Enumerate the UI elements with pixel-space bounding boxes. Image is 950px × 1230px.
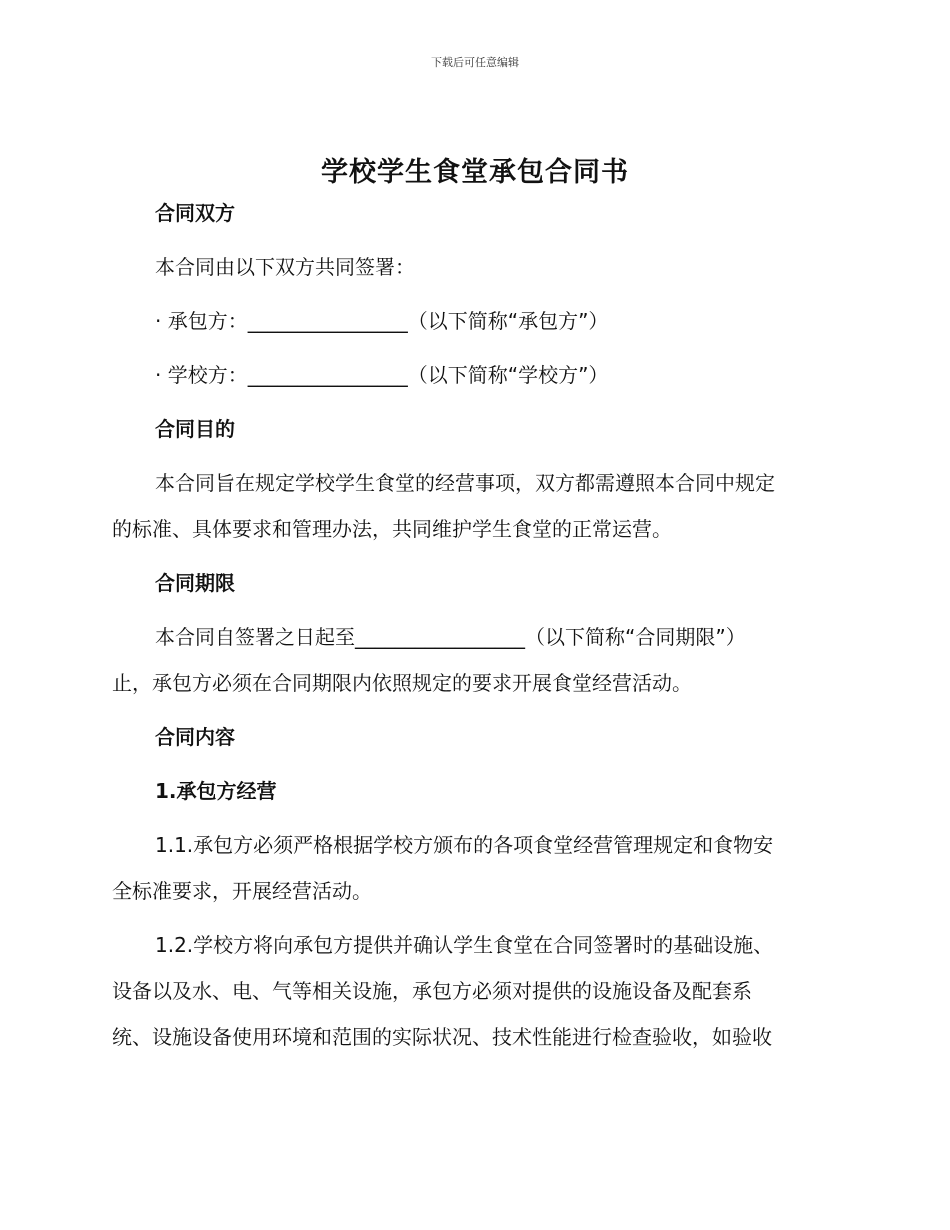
clause-1-2-line-1: 1.2.学校方将向承包方提供并确认学生食堂在合同签署时的基础设施、 [155,933,774,957]
section-heading-purpose: 合同目的 [155,417,235,441]
subsection-heading-operation: 1.承包方经营 [155,779,277,803]
clause-1-2-line-2: 设备以及水、电、气等相关设施，承包方必须对提供的设施设备及配套系 [112,979,752,1003]
paragraph-purpose-line-1: 本合同旨在规定学校学生食堂的经营事项，双方都需遵照本合同中规定 [155,471,775,495]
paragraph-term-line-1: 本合同自签署之日起至_________________（以下简称“合同期限”） [155,625,746,649]
clause-1-2-line-3: 统、设施设备使用环境和范围的实际状况、技术性能进行检查验收，如验收 [112,1025,772,1049]
section-heading-parties: 合同双方 [155,201,235,225]
list-item-school: · 学校方：________________（以下简称“学校方”） [155,363,609,387]
paragraph-term-line-2: 止，承包方必须在合同期限内依照规定的要求开展食堂经营活动。 [112,671,692,695]
section-heading-content: 合同内容 [155,725,235,749]
paragraph-purpose-line-2: 的标准、具体要求和管理办法，共同维护学生食堂的正常运营。 [112,517,672,541]
clause-1-1-line-2: 全标准要求，开展经营活动。 [112,879,372,903]
clause-1-1-line-1: 1.1.承包方必须严格根据学校方颁布的各项食堂经营管理规定和食物安 [155,833,774,857]
download-note: 下载后可任意编辑 [431,56,519,69]
list-item-contractor: · 承包方：________________（以下简称“承包方”） [155,309,609,333]
section-heading-term: 合同期限 [155,571,235,595]
contract-title: 学校学生食堂承包合同书 [321,157,629,188]
paragraph-parties-intro: 本合同由以下双方共同签署： [155,255,415,279]
